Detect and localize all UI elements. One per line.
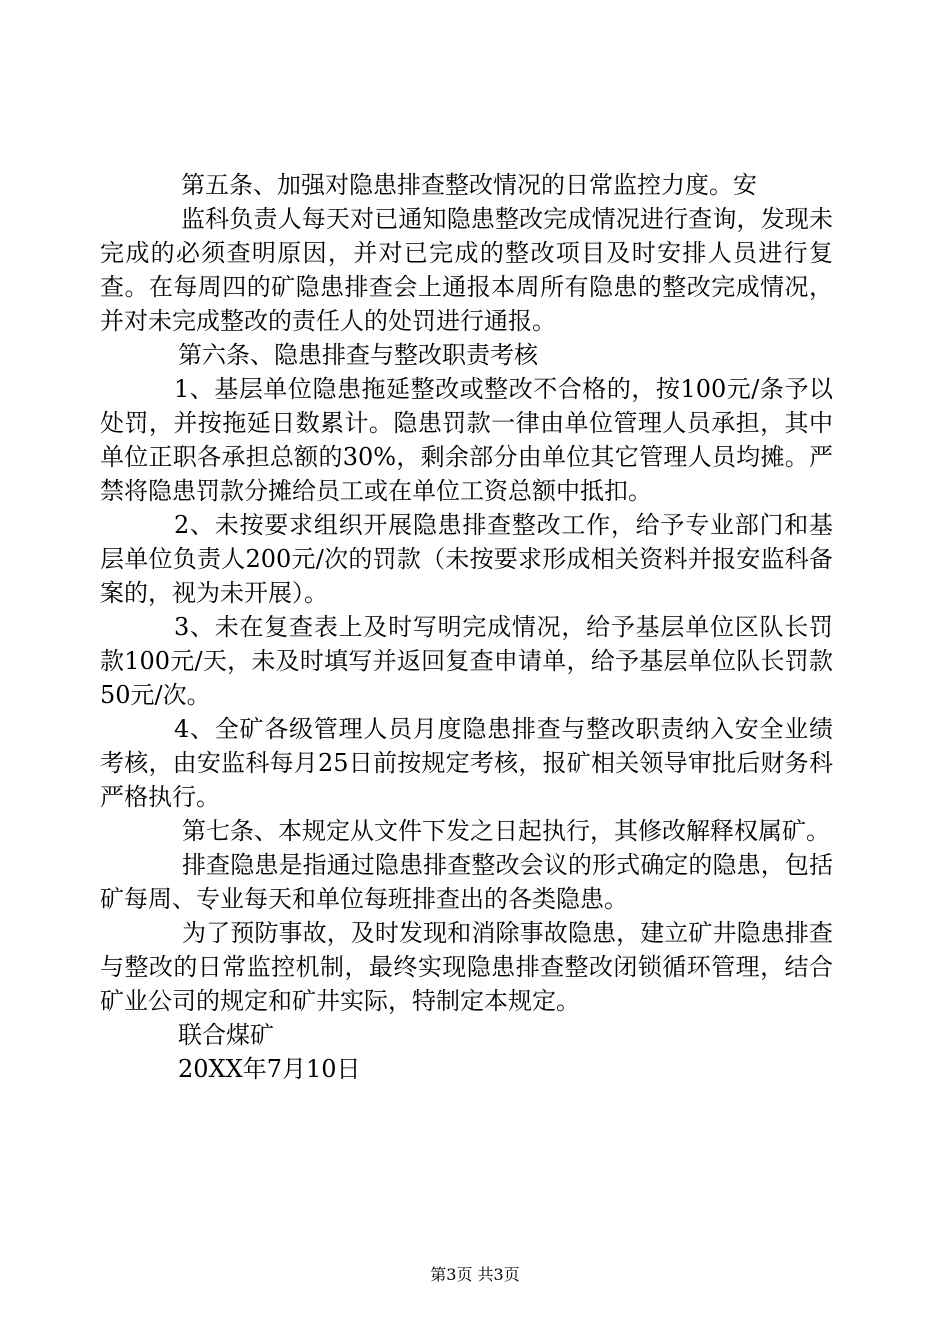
definition-paragraph: 排查隐患是指通过隐患排查整改会议的形式确定的隐患，包括矿每周、专业每天和单位每班排查出的各类隐患。 (100, 851, 833, 913)
signature-date: 20XX年7月10日 (178, 1055, 361, 1083)
article-7: 第七条、本规定从文件下发之日起执行，其修改解释权属矿。 (182, 817, 830, 845)
article-6-item-4: 4、全矿各级管理人员月度隐患排查与整改职责纳入安全业绩考核，由安监科每月25日前按规定考核，报矿相关领导审批后财务科严格执行。 (100, 715, 833, 811)
document-body (100, 168, 833, 1086)
purpose-paragraph: 为了预防事故，及时发现和消除事故隐患，建立矿井隐患排查与整改的日常监控机制，最终实现隐患排查整改闭锁循环管理，结合矿业公司的规定和矿井实际，特制定本规定。 (100, 919, 833, 1015)
article-6-item-2: 2、未按要求组织开展隐患排查整改工作，给予专业部门和基层单位负责人200元/次的罚款（未按要求形成相关资料并报安监科备案的，视为未开展）。 (100, 511, 833, 607)
article-6-item-1: 1、基层单位隐患拖延整改或整改不合格的，按100元/条予以处罚，并按拖延日数累计。隐患罚款一律由单位管理人员承担，其中单位正职各承担总额的30%，剩余部分由单位其它管理人员均摊。严禁将隐患罚款分摊给员工或在单位工资总额中抵扣。 (100, 375, 833, 505)
article-5-body: 监科负责人每天对已通知隐患整改完成情况进行查询，发现未完成的必须查明原因，并对已完成的整改项目及时安排人员进行复查。在每周四的矿隐患排查会上通报本周所有隐患的整改完成情况，并对未完成整改的责任人的处罚进行通报。 (100, 205, 833, 335)
article-6-item-3: 3、未在复查表上及时写明完成情况，给予基层单位区队长罚款100元/天，未及时填写并返回复查申请单，给予基层单位队长罚款50元/次。 (100, 613, 833, 709)
article-6-heading: 第六条、隐患排查与整改职责考核 (178, 341, 538, 369)
article-5-heading: 第五条、加强对隐患排查整改情况的日常监控力度。安 (181, 171, 757, 199)
page-number-footer: 第3页 共3页 (430, 1265, 520, 1284)
signature-organization: 联合煤矿 (178, 1021, 274, 1049)
